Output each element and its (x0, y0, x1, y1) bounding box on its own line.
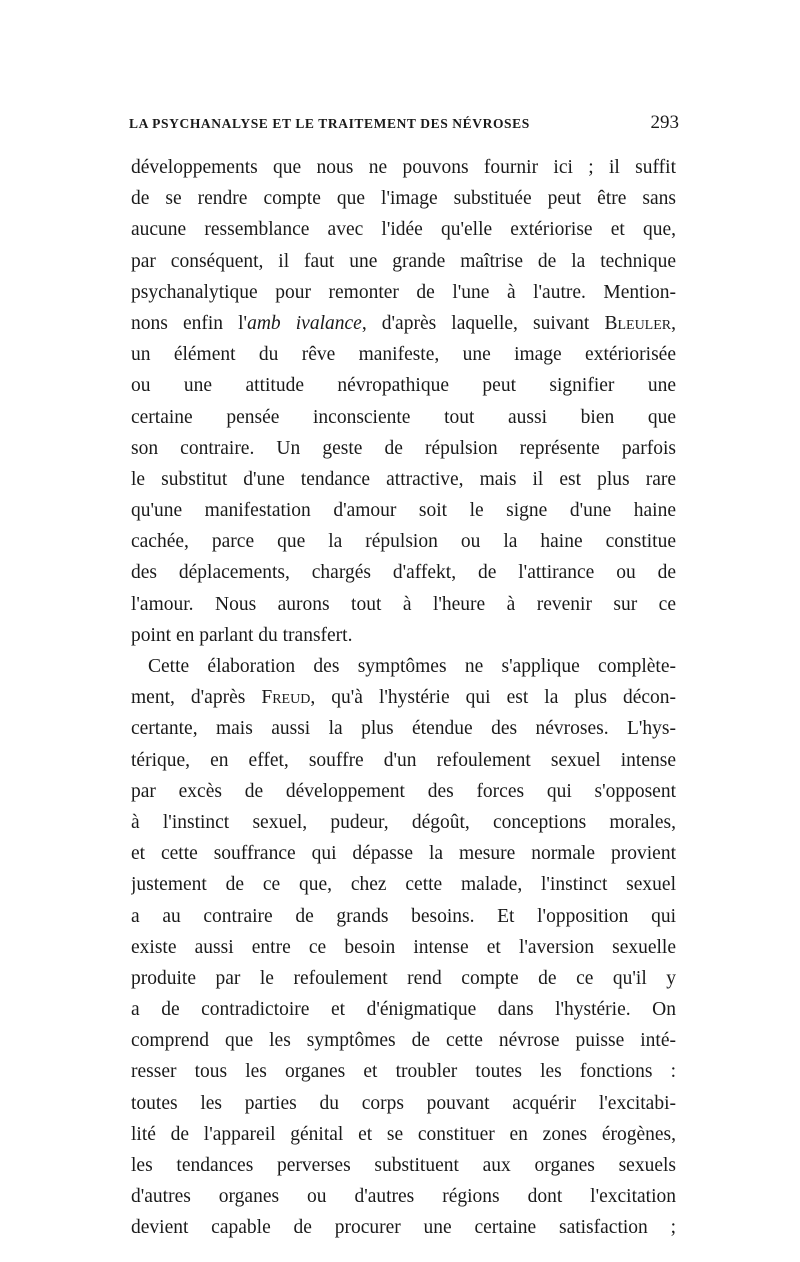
body-text (131, 152, 676, 1244)
text-line: existe aussi entre ce besoin intense et l'aversion sexuelle (131, 936, 676, 958)
text-line: des déplacements, chargés d'affekt, de l'attirance ou de (131, 562, 676, 584)
text-line: à l'instinct sexuel, pudeur, dégoût, conceptions morales, (131, 811, 676, 833)
text-line: produite par le refoulement rend compte de ce qu'il y (131, 967, 676, 989)
text-line: par excès de développement des forces qui s'opposent (131, 780, 676, 802)
text-line: d'autres organes ou d'autres régions dont l'excitation (131, 1186, 676, 1208)
author-name: Bleuler (604, 312, 672, 334)
text-line: nons enfin l'amb ivalance, d'après laquelle, suivant Bleuler, (131, 312, 676, 334)
text-line: psychanalytique pour remonter de l'une à l'autre. Mention- (131, 281, 676, 303)
page-number: 293 (650, 112, 679, 133)
text-line: certaine pensée inconsciente tout aussi bien que (131, 406, 676, 428)
paragraph-end-line: point en parlant du transfert. (131, 624, 353, 646)
text-line: développements que nous ne pouvons fournir ici ; il suffit (131, 157, 676, 178)
styled-word: amb ivalance (247, 312, 362, 334)
text-line: par conséquent, il faut une grande maîtrise de la technique (131, 250, 676, 272)
text-line: ment, d'après Freud, qu'à l'hystérie qui est la plus décon- (131, 687, 676, 709)
text-line: lité de l'appareil génital et se constituer en zones érogènes, (131, 1123, 676, 1145)
text-line: a de contradictoire et d'énigmatique dans l'hystérie. On (131, 999, 676, 1021)
text-line: l'amour. Nous aurons tout à l'heure à revenir sur ce (131, 593, 676, 615)
text-line: et cette souffrance qui dépasse la mesure normale provient (131, 843, 676, 865)
styled-word: Freud (261, 687, 311, 709)
text-line: devient capable de procurer une certaine satisfaction ; (131, 1217, 676, 1239)
text-line: resser tous les organes et troubler toutes les fonctions : (131, 1061, 676, 1083)
text-line: un élément du rêve manifeste, une image extériorisée (131, 344, 676, 366)
text-line: qu'une manifestation d'amour soit le signe d'une haine (131, 500, 676, 522)
text-line: aucune ressemblance avec l'idée qu'elle extériorise et que, (131, 219, 676, 241)
text-line: le substitut d'une tendance attractive, mais il est plus rare (131, 468, 676, 490)
running-header (129, 112, 679, 138)
text-line: les tendances perverses substituent aux organes sexuels (131, 1155, 676, 1176)
running-title: LA PSYCHANALYSE ET LE TRAITEMENT DES NÉVROSES (129, 116, 530, 131)
text-line: a au contraire de grands besoins. Et l'opposition qui (131, 905, 676, 927)
text-line: certante, mais aussi la plus étendue des névroses. L'hys- (131, 718, 676, 740)
text-line: cachée, parce que la répulsion ou la haine constitue (131, 531, 676, 553)
text-line: son contraire. Un geste de répulsion représente parfois (131, 437, 676, 459)
paragraph-start-line: Cette élaboration des symptômes ne s'applique complète- (148, 656, 676, 677)
text-line: justement de ce que, chez cette malade, l'instinct sexuel (131, 874, 676, 896)
text-line: comprend que les symptômes de cette névrose puisse inté- (131, 1030, 676, 1052)
text-line: ou une attitude névropathique peut signifier une (131, 375, 676, 397)
text-line: toutes les parties du corps pouvant acquérir l'excitabi- (131, 1092, 676, 1114)
text-line: de se rendre compte que l'image substituée peut être sans (131, 188, 676, 210)
text-line: térique, en effet, souffre d'un refoulement sexuel intense (131, 749, 676, 771)
